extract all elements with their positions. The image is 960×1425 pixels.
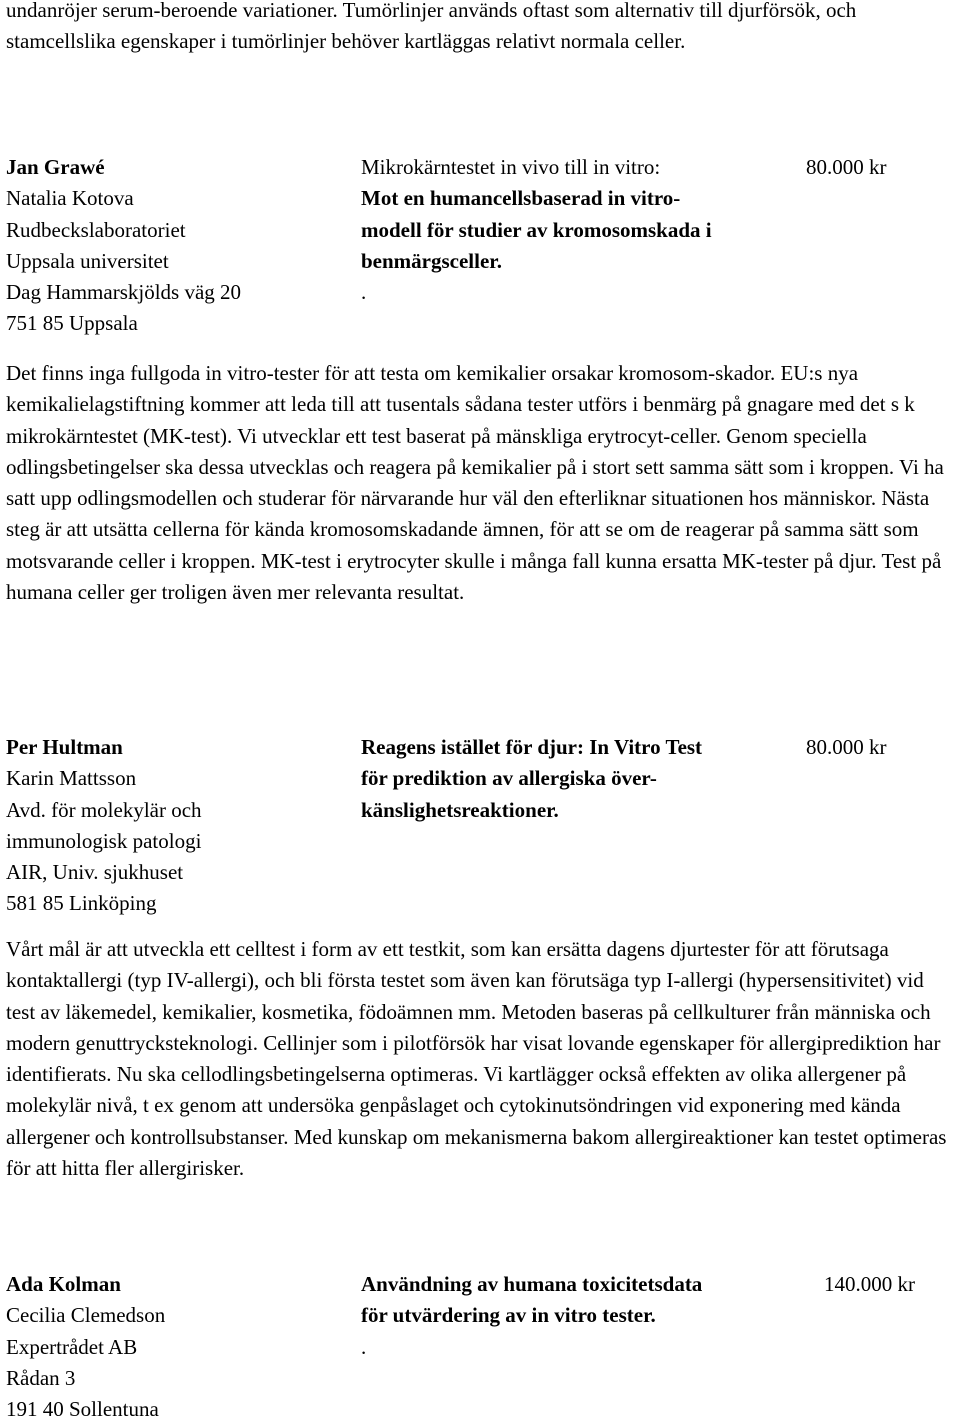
postal-address: 191 40 Sollentuna <box>6 1397 159 1422</box>
principal-investigator: Ada Kolman <box>6 1272 121 1296</box>
title-line: känslighetsreaktioner. <box>361 797 559 822</box>
grant-authors <box>6 1269 356 1425</box>
principal-investigator: Jan Grawé <box>6 155 105 179</box>
street-address: Dag Hammarskjölds väg 20 <box>6 280 242 305</box>
postal-address: 581 85 Linköping <box>6 891 157 916</box>
title-line: för prediktion av allergiska över- <box>361 766 657 791</box>
principal-investigator: Per Hultman <box>6 735 123 759</box>
street-address: Rådan 3 <box>6 1365 76 1390</box>
grant-title <box>361 1269 801 1363</box>
co-author: Karin Mattsson <box>6 766 137 791</box>
intro-paragraph: undanröjer serum-beroende variationer. Tumörlinjer används oftast som alternativ till djurförsök, och stamcellslika egenskaper i tumörlinjer behöver kartläggas relativt normala celler. <box>6 0 857 54</box>
department-cont: immunologisk patologi <box>6 828 202 853</box>
grant-authors <box>6 732 356 920</box>
title-line: Reagens istället för djur: In Vitro Test <box>361 735 703 759</box>
title-line: för utvärdering av in vitro tester. <box>361 1303 656 1328</box>
grant-title <box>361 732 801 826</box>
title-line: modell för studier av kromosomskada i <box>361 217 712 242</box>
co-author: Cecilia Clemedson <box>6 1303 166 1328</box>
grant-abstract: Vårt mål är att utveckla ett celltest i form av ett testkit, som kan ersätta dagens djurtester för att förutsaga kontaktallergi (typ IV-allergi), och bli första testet som även kan förutsäga typ I-allergi (hypersensitivitet) vid test av läkemedel, kemikalier, kosmetika, födoämnen mm. Metoden baseras på cellkulturer från människa och modern genuttrycksteknologi. Cellinjer som i pilotförsök har visat lovande egenskaper för allergiprediktion har identifierats. Nu ska cellodlingsbetingelserna optimeras. Vi kartlägger också effekten av olika allergener på molekylär nivå, t ex genom att undersöka genpåslaget och cytokinutsöndringen vid exponering med kända allergener och kontrollsubstanser. Med kunskap om mekanismerna bakom allergireaktioner kan testet optimeras för att hitta fler allergirisker. <box>6 937 947 1181</box>
grant-abstract: Det finns inga fullgoda in vitro-tester för att testa om kemikalier orsakar kromosom-skador. EU:s nya kemikalielagstiftning kommer att leda till att tusentals sådana tester utförs i benmärg på gnagare med det s k mikrokärntestet (MK-test). Vi utvecklar ett test baserat på mänskliga erytrocyt-celler. Genom speciella odlingsbetingelser ska dessa utvecklas och reagera på kemikalier på i stort sett samma sätt som i kroppen. Vi ha satt upp odlingsmodellen och studerar för närvarande hur väl den efterliknar situationen hos människor. Nästa steg är att utsätta cellerna för kända kromosomskadande ämnen, för att se om de reagerar på samma sätt som motsvarande celler i kroppen. MK-test i erytrocyter skulle i många fall kunna ersatta MK-tester på djur. Test på humana celler ger troligen även mer relevanta resultat. <box>6 361 944 605</box>
title-line: Mikrokärntestet in vivo till in vitro: <box>361 155 661 179</box>
university: Uppsala universitet <box>6 248 169 273</box>
grant-amount: 80.000 kr <box>806 735 887 759</box>
grant-title <box>361 152 801 308</box>
postal-address: 751 85 Uppsala <box>6 311 138 336</box>
title-line: . <box>361 1334 367 1359</box>
title-line: Mot en humancellsbaserad in vitro- <box>361 186 681 211</box>
co-author: Natalia Kotova <box>6 186 134 211</box>
institution: AIR, Univ. sjukhuset <box>6 860 184 885</box>
grant-amount: 80.000 kr <box>806 155 887 179</box>
grant-amount: 140.000 kr <box>824 1272 915 1296</box>
title-line: benmärgsceller. <box>361 248 502 273</box>
title-line: . <box>361 280 367 305</box>
grant-authors <box>6 152 356 340</box>
department: Avd. för molekylär och <box>6 797 202 822</box>
title-line: Användning av humana toxicitetsdata <box>361 1272 703 1296</box>
institution: Expertrådet AB <box>6 1334 138 1359</box>
institution: Rudbeckslaboratoriet <box>6 217 186 242</box>
